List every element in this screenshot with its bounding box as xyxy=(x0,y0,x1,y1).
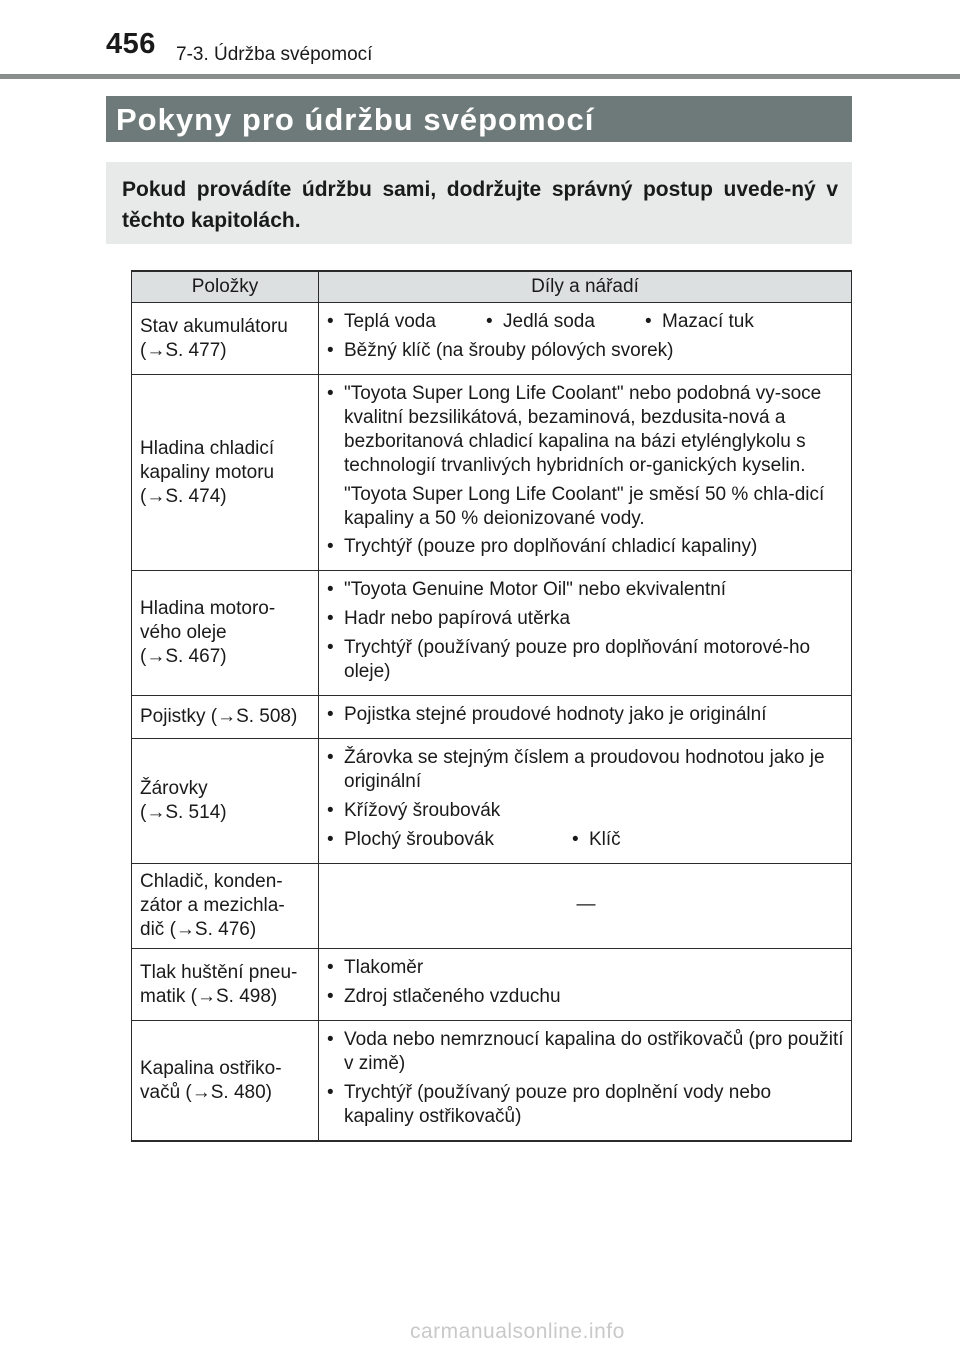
parts-bullet xyxy=(327,746,845,794)
parts-bullet xyxy=(327,535,845,559)
item-line: Hladina motoro- xyxy=(140,598,276,619)
bullet-text: Klíč xyxy=(589,829,621,850)
bullet-text: Křížový šroubovák xyxy=(344,800,501,821)
table-header-row xyxy=(132,271,852,303)
table-body xyxy=(132,303,852,1142)
item-line: Stav akumulátoru xyxy=(140,315,288,337)
bullet-icon: • xyxy=(327,608,334,629)
bullet-icon: • xyxy=(327,957,334,978)
page-header xyxy=(0,0,960,80)
bullet-icon: • xyxy=(327,579,334,600)
page-number: 456 xyxy=(106,28,156,60)
item-cell xyxy=(132,1021,319,1142)
bullet-icon: • xyxy=(327,637,334,658)
parts-cell xyxy=(319,303,852,375)
parts-bullet xyxy=(327,985,845,1009)
parts-bullet xyxy=(327,310,845,334)
intro-box xyxy=(106,162,852,244)
item-line: matik (→S. 498) xyxy=(140,985,278,1007)
bullet-icon: • xyxy=(645,311,652,332)
bullet-note: "Toyota Super Long Life Coolant" je směsí 50 % chla-dicí kapaliny a 50 % deionizované vody. xyxy=(344,484,825,529)
header-parts: Díly a nářadí xyxy=(319,271,852,303)
item-line: zátor a mezichla- xyxy=(140,895,285,916)
bullet-text: Pojistka stejné proudové hodnoty jako je originální xyxy=(344,704,767,725)
bullet-icon: • xyxy=(572,829,579,850)
parts-cell xyxy=(319,375,852,571)
bullet-icon: • xyxy=(327,986,334,1007)
item-line: vého oleje xyxy=(140,622,227,643)
parts-bullet xyxy=(327,828,845,852)
section-title: Pokyny pro údržbu svépomocí xyxy=(106,96,852,142)
item-line: Chladič, konden- xyxy=(140,871,283,892)
item-cell xyxy=(132,949,319,1021)
item-line: Žárovky xyxy=(140,778,208,799)
item-cell xyxy=(132,571,319,696)
bullet-text: "Toyota Super Long Life Coolant" nebo podobná vy-soce kvalitní bezsilikátová, bezaminová, bezdusita-nová a bezboritanová chladicí kapalina na bázi etylénglykolu s technologií trvanlivých hybridních or-ganických kyselin. xyxy=(344,383,822,476)
item-line: Hladina chladicí xyxy=(140,437,275,459)
bullet-text: Běžný klíč (na šrouby pólových svorek) xyxy=(344,340,674,361)
bullet-text: Jedlá soda xyxy=(503,311,595,332)
parts-bullet xyxy=(327,578,845,602)
bullet-icon: • xyxy=(327,747,334,768)
bullet-icon: • xyxy=(327,340,334,361)
item-line: dič (→S. 476) xyxy=(140,919,257,940)
bullet-text: Hadr nebo papírová utěrka xyxy=(344,608,571,629)
item-line: Kapalina ostřiko- xyxy=(140,1057,282,1079)
table-row xyxy=(132,375,852,571)
table-row xyxy=(132,696,852,739)
item-line: (→S. 467) xyxy=(140,646,227,667)
bullet-text: Žárovka se stejným číslem a proudovou hodnotou jako je originální xyxy=(344,747,825,792)
bullet-text: Voda nebo nemrznoucí kapalina do ostřikovačů (pro použití v zimě) xyxy=(344,1029,844,1074)
chapter-title: 7-3. Údržba svépomocí xyxy=(176,44,373,65)
parts-cell xyxy=(319,949,852,1021)
bullet-icon: • xyxy=(327,311,334,332)
bullet-text: Tlakoměr xyxy=(344,957,424,978)
bullet-icon: • xyxy=(327,1082,334,1103)
bullet-icon: • xyxy=(327,1029,334,1050)
intro-text: Pokud provádíte údržbu sami, dodržujte správný postup uvede-ný v těchto kapitolách. xyxy=(122,178,838,232)
bullet-text: Mazací tuk xyxy=(662,311,754,332)
parts-table xyxy=(131,270,852,1142)
parts-cell xyxy=(319,571,852,696)
item-cell xyxy=(132,739,319,864)
header-rule xyxy=(0,74,960,79)
bullet-text: Zdroj stlačeného vzduchu xyxy=(344,986,561,1007)
parts-bullet xyxy=(327,956,845,980)
table-row xyxy=(132,303,852,375)
item-cell xyxy=(132,303,319,375)
table-row xyxy=(132,949,852,1021)
watermark: carmanualsonline.info xyxy=(410,1320,625,1343)
parts-bullet xyxy=(327,799,845,823)
parts-cell xyxy=(319,696,852,739)
item-line: Pojistky (→S. 508) xyxy=(140,706,298,727)
parts-cell xyxy=(319,1021,852,1142)
bullet-icon: • xyxy=(327,536,334,557)
bullet-text: Teplá voda xyxy=(344,311,436,332)
bullet-icon: • xyxy=(486,311,493,332)
item-cell xyxy=(132,696,319,739)
item-cell xyxy=(132,864,319,949)
bullet-icon: • xyxy=(327,800,334,821)
item-line: Tlak huštění pneu- xyxy=(140,961,298,983)
bullet-icon: • xyxy=(327,829,334,850)
table-row xyxy=(132,571,852,696)
table-row xyxy=(132,739,852,864)
empty-dash: — xyxy=(576,894,596,915)
parts-cell xyxy=(319,864,852,949)
bullet-icon: • xyxy=(327,704,334,725)
item-line: kapaliny motoru xyxy=(140,461,275,483)
item-cell xyxy=(132,375,319,571)
table-row xyxy=(132,864,852,949)
bullet-text: Trychtýř (používaný pouze pro doplnění vody nebo kapaliny ostřikovačů) xyxy=(344,1082,772,1127)
bullet-text: Plochý šroubovák xyxy=(344,829,494,850)
bullet-icon: • xyxy=(327,383,334,404)
table-row xyxy=(132,1021,852,1142)
bullet-text: "Toyota Genuine Motor Oil" nebo ekvivalentní xyxy=(344,579,727,600)
item-line: vačů (→S. 480) xyxy=(140,1081,272,1103)
parts-bullet xyxy=(327,703,845,727)
item-line: (→S. 477) xyxy=(140,339,227,361)
item-line: (→S. 474) xyxy=(140,485,227,507)
item-line: (→S. 514) xyxy=(140,802,227,823)
header-items: Položky xyxy=(132,271,319,303)
parts-bullet xyxy=(327,1081,845,1129)
parts-bullet xyxy=(327,1028,845,1076)
bullet-text: Trychtýř (používaný pouze pro doplňování motorové-ho oleje) xyxy=(344,637,811,682)
parts-bullet xyxy=(327,339,845,363)
parts-bullet xyxy=(327,382,845,478)
parts-bullet xyxy=(327,636,845,684)
bullet-text: Trychtýř (pouze pro doplňování chladicí kapaliny) xyxy=(344,536,758,557)
parts-bullet xyxy=(327,607,845,631)
parts-cell xyxy=(319,739,852,864)
